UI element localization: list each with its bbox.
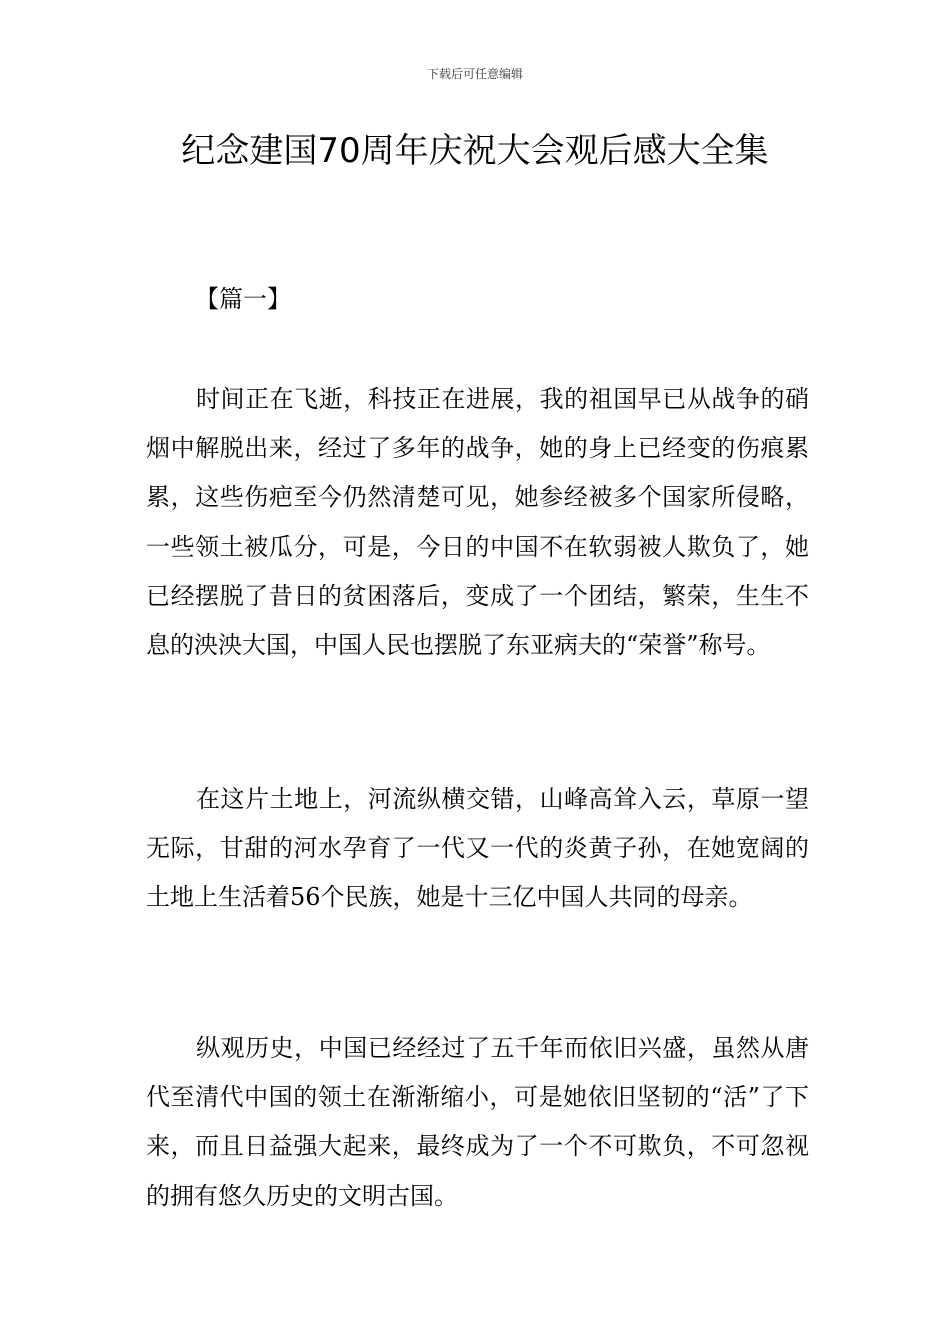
body-paragraph: 在这片土地上，河流纵横交错，山峰高耸入云，草原一望无际，甘甜的河水孕育了一代又一代的炎黄子孙，在她宽阔的土地上生活着56个民族，她是十三亿中国人共同的母亲。 bbox=[146, 785, 809, 912]
document-title: 纪念建国70周年庆祝大会观后感大全集 bbox=[181, 131, 769, 171]
header-note: 下载后可任意编辑 bbox=[426, 67, 523, 81]
section-heading: 【篇一】 bbox=[195, 285, 291, 313]
body-paragraph: 时间正在飞逝，科技正在进展，我的祖国早已从战争的硝烟中解脱出来，经过了多年的战争，她的身上已经变的伤痕累累，这些伤疤至今仍然清楚可见，她参经被多个国家所侵略，一些领土被瓜分，可是，今日的中国不在软弱被人欺负了，她已经摆脱了昔日的贫困落后，变成了一个团结，繁荣，生生不息的泱泱大国，中国人民也摆脱了东亚病夫的“荣誉”称号。 bbox=[146, 385, 809, 660]
body-paragraph: 纵观历史，中国已经经过了五千年而依旧兴盛，虽然从唐代至清代中国的领土在渐渐缩小，可是她依旧坚韧的“活”了下来，而且日益强大起来，最终成为了一个不可欺负，不可忽视的拥有悠久历史的文明古国。 bbox=[146, 1034, 809, 1210]
